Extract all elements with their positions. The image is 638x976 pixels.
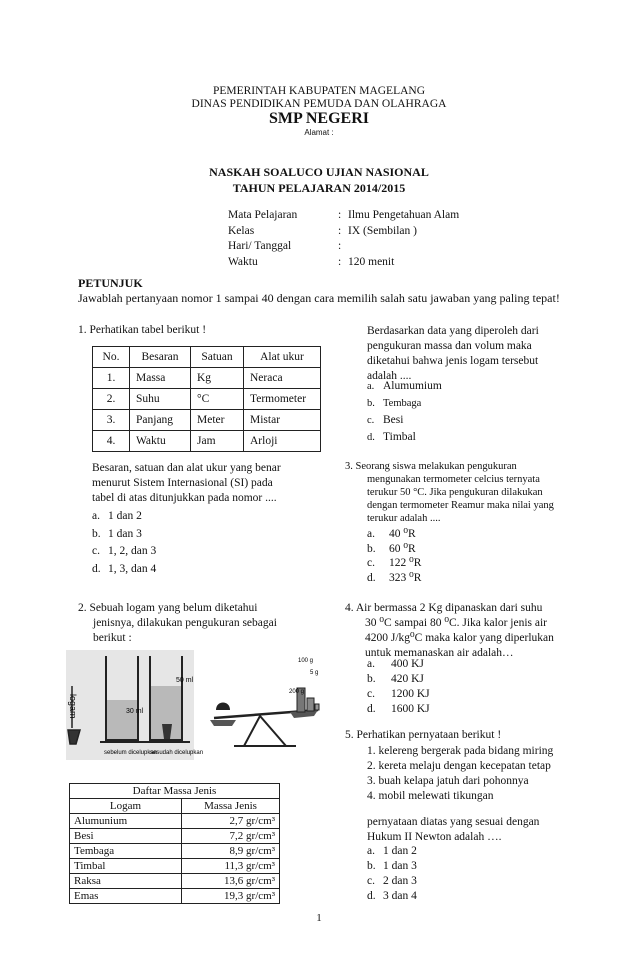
table-header: Massa Jenis <box>182 799 280 814</box>
option-letter: c. <box>367 415 375 426</box>
weight-100 <box>307 698 314 711</box>
water-level-1 <box>107 700 137 739</box>
option[interactable] <box>367 859 417 874</box>
table-row <box>70 829 280 844</box>
table-cell: 3. <box>93 410 130 431</box>
option[interactable] <box>367 657 430 672</box>
option[interactable] <box>367 412 442 429</box>
q2-measurement-figure <box>64 648 326 763</box>
q4-stem <box>345 601 589 661</box>
meta-sep: : <box>338 209 342 221</box>
table-cell: 7,2 gr/cm³ <box>182 829 280 844</box>
meta-value: 120 menit <box>348 255 395 268</box>
table-row <box>70 874 280 889</box>
option-letter: a. <box>367 381 375 392</box>
table-title: Daftar Massa Jenis <box>70 784 280 799</box>
meta-key: Mata Pelajaran <box>228 209 298 221</box>
q1-stem: 1. Perhatikan tabel berikut ! <box>78 324 207 336</box>
density-table <box>69 783 280 904</box>
header-government: PEMERINTAH KABUPATEN MAGELANG <box>212 85 426 97</box>
balance-pan-left <box>210 720 236 726</box>
metal-on-pan <box>216 703 230 711</box>
option-text: 40 ⁰R <box>389 528 416 540</box>
table-cell: Meter <box>191 410 244 431</box>
option[interactable] <box>367 542 421 557</box>
header-department: DINAS PENDIDIKAN PEMUDA DAN OLAHRAGA <box>191 98 447 110</box>
option[interactable] <box>367 702 430 717</box>
table-cell: Jam <box>191 431 244 452</box>
weight-5 <box>315 704 319 710</box>
option[interactable] <box>367 378 442 395</box>
option-letter: d. <box>367 890 376 902</box>
meta-key: Hari/ Tanggal <box>228 240 292 252</box>
q1-table <box>92 346 321 452</box>
table-cell: 13,6 gr/cm³ <box>182 874 280 889</box>
q4-options <box>367 657 430 717</box>
table-row <box>93 431 321 452</box>
table-cell: Massa <box>130 368 191 389</box>
option[interactable] <box>92 508 156 526</box>
table-cell: Besi <box>70 829 182 844</box>
option-letter: b. <box>367 398 375 409</box>
table-cell: 4. <box>93 431 130 452</box>
option[interactable] <box>367 395 442 412</box>
option[interactable] <box>367 429 442 446</box>
caption-before: sebelum dicelupkan <box>104 750 158 756</box>
table-cell: Panjang <box>130 410 191 431</box>
table-header: Satuan <box>191 347 244 368</box>
option[interactable] <box>367 556 421 571</box>
option-text: Alumumium <box>383 380 442 392</box>
q1-options <box>92 508 156 578</box>
text-line: 3. Seorang siswa melakukan pengukuran <box>345 461 517 472</box>
option-letter: a. <box>92 510 100 522</box>
option-letter: d. <box>367 571 376 584</box>
option-text: 1 dan 2 <box>383 845 417 857</box>
table-row <box>93 368 321 389</box>
table-cell: 19,3 gr/cm³ <box>182 889 280 904</box>
option[interactable] <box>367 889 417 904</box>
instructions-text: Jawablah pertanyaan nomor 1 sampai 40 dengan cara memilih salah satu jawaban yang paling tepat! <box>78 291 560 305</box>
option-letter: c. <box>92 545 100 557</box>
text-line: 4200 J/kg⁰C maka kalor yang diperlukan <box>365 632 554 644</box>
option-text: 122 ⁰R <box>389 557 422 569</box>
table-cell: Waktu <box>130 431 191 452</box>
table-cell: 8,9 gr/cm³ <box>182 844 280 859</box>
text-line: Hukum II Newton adalah …. <box>367 831 502 843</box>
text-line: Besaran, satuan dan alat ukur yang benar <box>92 462 281 474</box>
text-line: pernyataan diatas yang sesuai dengan <box>367 816 540 828</box>
table-cell: 2. <box>93 389 130 410</box>
option-text: 1, 3, dan 4 <box>108 562 157 575</box>
weight-label-5: 5 g <box>310 670 319 676</box>
option-letter: a. <box>367 845 375 857</box>
weight-label-200: 200 g <box>289 689 305 695</box>
table-cell: 11,3 gr/cm³ <box>182 859 280 874</box>
q2-options <box>367 378 442 446</box>
option-letter: b. <box>92 527 101 540</box>
option[interactable] <box>92 543 156 561</box>
meta-sep: : <box>338 240 342 252</box>
table-row <box>70 784 280 799</box>
table-row <box>70 799 280 814</box>
q5-items <box>367 744 553 804</box>
option-text: Tembaga <box>383 398 422 409</box>
balance-stand <box>244 716 286 746</box>
table-cell: Neraca <box>244 368 321 389</box>
meta-row <box>228 239 459 255</box>
option-text: 420 KJ <box>391 673 424 685</box>
metal-label: logam <box>68 694 78 719</box>
text-line: adalah .... <box>367 370 412 382</box>
table-header: Logam <box>70 799 182 814</box>
text-line: pengukuran massa dan volum maka <box>367 340 532 352</box>
text-line: untuk memanaskan air adalah… <box>365 647 514 659</box>
table-cell: Timbal <box>70 859 182 874</box>
text-line: mengunakan termometer celcius ternyata <box>367 474 540 485</box>
caption-after: sesudah dicelupkan <box>150 750 204 756</box>
option-text: 2 dan 3 <box>383 875 417 887</box>
table-cell: Emas <box>70 889 182 904</box>
text-line: diketahui bahwa jenis logam tersebut <box>367 355 539 367</box>
header-school: SMP NEGERI <box>268 110 369 127</box>
option-letter: d. <box>92 562 101 575</box>
q5-stem: 5. Perhatikan pernyataan berikut ! <box>345 729 502 741</box>
table-row <box>93 410 321 431</box>
q1-question <box>92 461 281 506</box>
option-text: 1, 2, dan 3 <box>108 545 157 557</box>
option-letter: d. <box>367 703 376 715</box>
meta-value: IX (Sembilan ) <box>348 224 417 237</box>
table-row <box>70 889 280 904</box>
option-letter: d. <box>367 432 375 443</box>
option[interactable] <box>92 561 156 579</box>
exam-title: NASKAH SOALUCO UJIAN NASIONAL <box>209 165 429 179</box>
beaker-2-label: 50 ml <box>176 677 194 684</box>
table-cell: Arloji <box>244 431 321 452</box>
option-letter: a. <box>367 528 375 540</box>
meta-sep: : <box>338 224 342 237</box>
table-cell: Mistar <box>244 410 321 431</box>
table-header: No. <box>93 347 130 368</box>
table-header: Alat ukur <box>244 347 321 368</box>
exam-meta <box>228 208 459 270</box>
option-letter: b. <box>367 542 376 555</box>
table-row <box>93 389 321 410</box>
table-row <box>70 859 280 874</box>
option-letter: c. <box>367 688 375 700</box>
option[interactable] <box>367 527 421 542</box>
option-text: 400 KJ <box>391 658 424 670</box>
option-letter: a. <box>367 658 375 670</box>
option-text: 60 ⁰R <box>389 542 416 555</box>
option[interactable] <box>92 526 156 544</box>
option-text: 323 ⁰R <box>389 571 422 584</box>
list-item: 4. mobil melewati tikungan <box>367 790 494 802</box>
text-line: dengan termometer Reamur maka nilai yang <box>367 500 554 511</box>
text-line: 30 ⁰C sampai 80 ⁰C. Jika kalor jenis air <box>365 617 548 629</box>
option-text: 3 dan 4 <box>383 890 417 902</box>
option-text: 1 dan 2 <box>108 510 142 522</box>
table-cell: Termometer <box>244 389 321 410</box>
header-address: Alamat : <box>304 128 334 137</box>
text-line: berikut : <box>93 632 132 644</box>
list-item: 3. buah kelapa jatuh dari pohonnya <box>367 775 529 787</box>
table-cell: Tembaga <box>70 844 182 859</box>
text-line: 4. Air bermassa 2 Kg dipanaskan dari suhu <box>345 602 543 614</box>
q5-question <box>367 815 589 845</box>
meta-row <box>228 255 459 271</box>
weight-label-100: 100 g <box>298 658 314 664</box>
table-cell: Kg <box>191 368 244 389</box>
instructions-heading: PETUNJUK <box>78 276 143 290</box>
q3-stem <box>345 460 589 525</box>
option-text: 1600 KJ <box>391 703 430 715</box>
option-letter: c. <box>367 875 375 887</box>
list-item: 1. kelereng bergerak pada bidang miring <box>367 745 554 757</box>
meta-row <box>228 208 459 224</box>
option[interactable] <box>367 571 421 586</box>
table-cell: 1. <box>93 368 130 389</box>
table-cell: Alumunium <box>70 814 182 829</box>
text-line: jenisnya, dilakukan pengukuran sebagai <box>93 617 277 629</box>
q5-options <box>367 844 417 904</box>
q3-options <box>367 527 421 585</box>
table-row <box>70 814 280 829</box>
option[interactable] <box>367 844 417 859</box>
beaker-1-label: 30 ml <box>126 708 144 715</box>
option-text: 1 dan 3 <box>383 860 417 872</box>
option-text: Timbal <box>383 431 416 443</box>
option[interactable] <box>367 672 430 687</box>
list-item: 2. kereta melaju dengan kecepatan tetap <box>367 760 551 772</box>
option-text: Besi <box>383 414 404 426</box>
meta-value: Ilmu Pengetahuan Alam <box>348 209 460 221</box>
option-text: 1200 KJ <box>391 688 430 700</box>
table-cell: Suhu <box>130 389 191 410</box>
exam-year: TAHUN PELAJARAN 2014/2015 <box>232 181 406 195</box>
table-cell: °C <box>191 389 244 410</box>
text-line: terukur adalah .... <box>367 513 441 524</box>
q2-question <box>367 324 587 384</box>
text-line: tabel di atas ditunjukkan pada nomor .... <box>92 492 277 504</box>
table-row <box>70 844 280 859</box>
text-line: Berdasarkan data yang diperoleh dari <box>367 325 539 337</box>
option-letter: c. <box>367 557 375 569</box>
table-header: Besaran <box>130 347 191 368</box>
text-line: 2. Sebuah logam yang belum diketahui <box>78 602 258 614</box>
option-text: 1 dan 3 <box>108 527 142 540</box>
option-letter: b. <box>367 860 376 872</box>
option-letter: b. <box>367 673 376 685</box>
meta-sep: : <box>338 255 342 268</box>
text-line: terukur 50 °C. Jika pengukuran dilakukan <box>367 487 543 498</box>
meta-key: Waktu <box>228 255 258 268</box>
meta-key: Kelas <box>228 224 255 237</box>
table-cell: 2,7 gr/cm³ <box>182 814 280 829</box>
q2-stem <box>78 601 308 646</box>
table-row <box>93 347 321 368</box>
meta-row <box>228 224 459 240</box>
page-number: 1 <box>316 912 322 924</box>
text-line: menurut Sistem Internasional (SI) pada <box>92 477 273 489</box>
table-cell: Raksa <box>70 874 182 889</box>
option[interactable] <box>367 874 417 889</box>
option[interactable] <box>367 687 430 702</box>
